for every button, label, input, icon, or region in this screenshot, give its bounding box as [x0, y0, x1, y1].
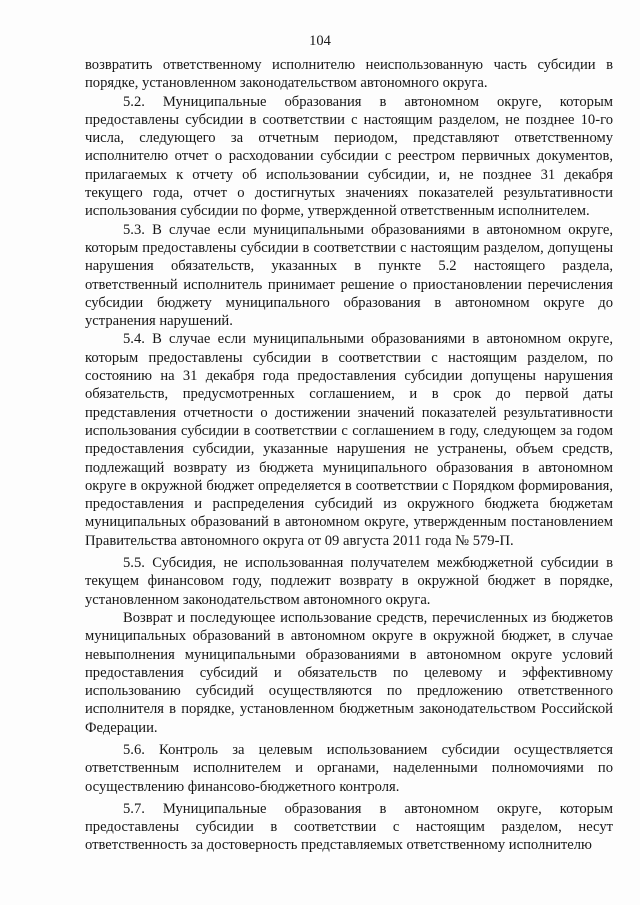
paragraph-continuation: возвратить ответственному исполнителю неиспользованную часть субсидии в порядке, установленном законодательством автономного округа. [85, 57, 613, 92]
paragraph-clause-5-4: 5.4. В случае если муниципальными образованиями в автономном округе, которым предоставлены субсидии в соответствии с настоящим разделом, по состоянию на 31 декабря года предоставления субсидии допущены нарушения обязательств, предусмотренных соглашением, и в срок до первой даты представления отчетности о достижении значений показателей результативности использования субсидии в соответствии с соглашением в году, следующем за годом предоставления субсидии, указанные нарушения не устранены, объем средств, подлежащий возврату из бюджета муниципального образования в автономном округе в окружной бюджет определяется в соответствии с Порядком формирования, предоставления и распределения субсидий из окружного бюджета бюджетам муниципальных образований в автономном округе, утвержденным постановлением Правительства автономного округа от 09 августа 2011 года № 579-П. [85, 331, 613, 549]
paragraph-clause-5-3: 5.3. В случае если муниципальными образованиями в автономном округе, которым предоставлены субсидии в соответствии с настоящим разделом, допущены нарушения обязательств, указанных в пункте 5.2 настоящего раздела, ответственный исполнитель принимает решение о приостановлении перечисления субсидии бюджету муниципального образования в автономном округе до устранения нарушений. [85, 221, 613, 330]
page-number: 104 [309, 33, 331, 49]
paragraph-clause-5-6: 5.6. Контроль за целевым использованием субсидии осуществляется ответственным исполнителем и органами, наделенными полномочиями по осуществлению финансово-бюджетного контроля. [85, 741, 613, 795]
paragraph-clause-5-2: 5.2. Муниципальные образования в автономном округе, которым предоставлены субсидии в соответствии с настоящим разделом, не позднее 10-го числа, следующего за отчетным периодом, представляют ответственному исполнителю отчет о расходовании субсидии с реестром первичных документов, прилагаемых к отчету об использовании субсидии, и, не позднее 31 декабря текущего года, отчет о достигнутых значениях показателей результативности использования субсидии по форме, утвержденной ответственным исполнителем. [85, 93, 613, 220]
paragraph-clause-5-7: 5.7. Муниципальные образования в автономном округе, которым предоставлены субсидии в соответствии с настоящим разделом, несут ответственность за достоверность представляемых ответственному исполнителю [85, 800, 613, 854]
document-body [85, 56, 613, 855]
paragraph-clause-5-5-return: Возврат и последующее использование средств, перечисленных из бюджетов муниципальных образований в автономном округе в окружной бюджет, в случае невыполнения муниципальными образованиями в автономном округе условий предоставления субсидий и обязательств по целевому и эффективному использованию субсидий осуществляются по предложению ответственного исполнителя в порядке, установленном бюджетным законодательством Российской Федерации. [85, 609, 613, 736]
paragraph-clause-5-5: 5.5. Субсидия, не использованная получателем межбюджетной субсидии в текущем финансовом году, подлежит возврату в окружной бюджет в порядке, установленном законодательством автономного округа. [85, 555, 613, 608]
